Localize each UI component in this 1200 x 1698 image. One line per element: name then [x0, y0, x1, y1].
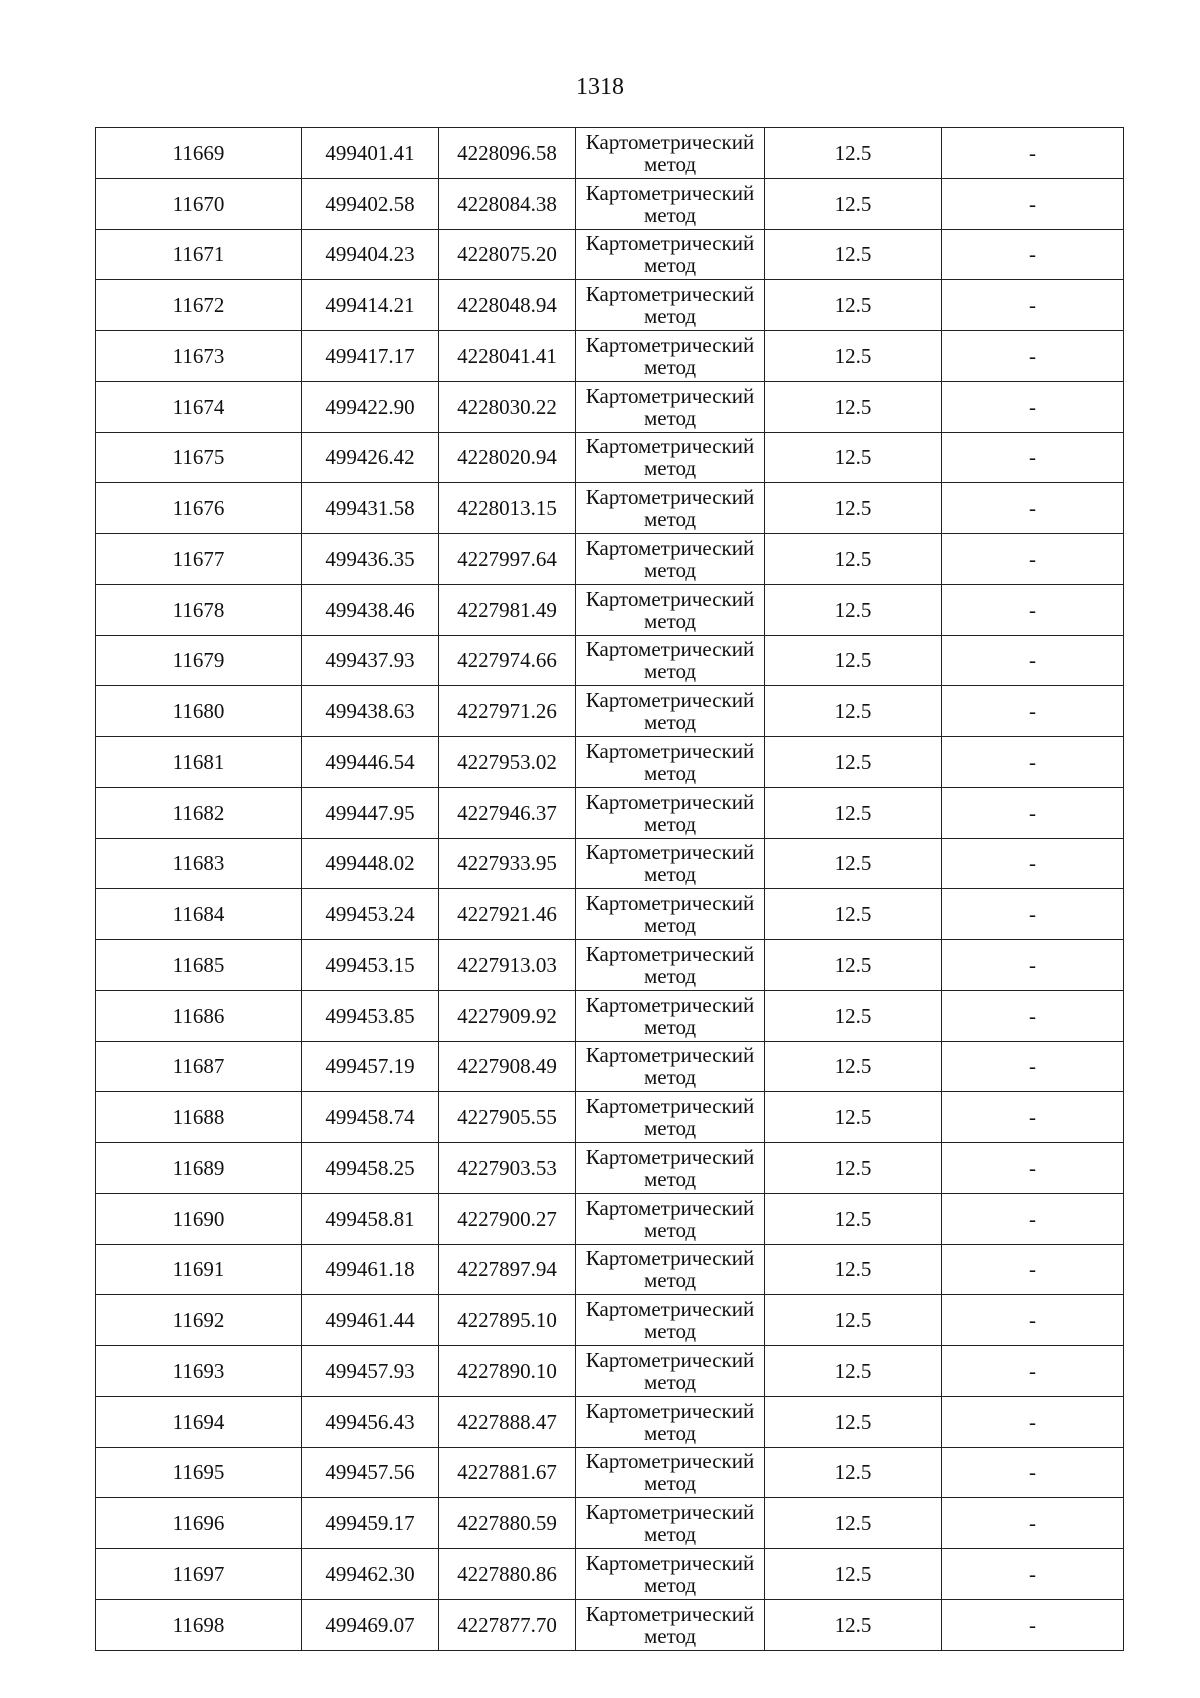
method-line-2: метод [643, 811, 697, 836]
accuracy-cell: 12.5 [765, 1041, 942, 1092]
y-coordinate-cell: 4227881.67 [439, 1447, 576, 1498]
x-coordinate-cell: 499446.54 [302, 737, 439, 788]
point-id-cell: 11684 [96, 889, 302, 940]
point-id-cell: 11678 [96, 584, 302, 635]
table-row [96, 1498, 1124, 1549]
accuracy-cell: 12.5 [765, 1447, 942, 1498]
accuracy-cell: 12.5 [765, 128, 942, 179]
note-cell: - [942, 1549, 1124, 1600]
table-row [96, 1193, 1124, 1244]
x-coordinate-cell: 499461.18 [302, 1244, 439, 1295]
page-number: 1318 [576, 74, 624, 100]
table-row [96, 940, 1124, 991]
method-line-1: Картометрический [585, 231, 755, 256]
method-line-2: метод [643, 710, 697, 735]
table-row [96, 1599, 1124, 1650]
point-id-cell: 11673 [96, 331, 302, 382]
y-coordinate-cell: 4227880.86 [439, 1549, 576, 1600]
method-cell [576, 534, 765, 585]
method-line-1: Картометрический [585, 1144, 755, 1169]
method-line-2: метод [643, 253, 697, 278]
accuracy-cell: 12.5 [765, 838, 942, 889]
table-row [96, 635, 1124, 686]
y-coordinate-cell: 4227897.94 [439, 1244, 576, 1295]
note-cell: - [942, 1143, 1124, 1194]
method-line-2: метод [643, 862, 697, 887]
table-row [96, 128, 1124, 179]
accuracy-cell: 12.5 [765, 1599, 942, 1650]
note-cell: - [942, 990, 1124, 1041]
y-coordinate-cell: 4228013.15 [439, 483, 576, 534]
method-line-2: метод [643, 456, 697, 481]
y-coordinate-cell: 4227933.95 [439, 838, 576, 889]
method-line-2: метод [643, 1065, 697, 1090]
table-row [96, 787, 1124, 838]
method-line-2: метод [643, 659, 697, 684]
method-cell [576, 686, 765, 737]
method-line-1: Картометрический [585, 1297, 755, 1322]
x-coordinate-cell: 499458.25 [302, 1143, 439, 1194]
method-line-2: метод [643, 913, 697, 938]
method-line-2: метод [643, 1623, 697, 1648]
note-cell: - [942, 838, 1124, 889]
note-cell: - [942, 686, 1124, 737]
method-cell [576, 737, 765, 788]
table-row [96, 381, 1124, 432]
point-id-cell: 11697 [96, 1549, 302, 1600]
method-cell [576, 1244, 765, 1295]
accuracy-cell: 12.5 [765, 432, 942, 483]
y-coordinate-cell: 4227890.10 [439, 1346, 576, 1397]
table-row [96, 990, 1124, 1041]
method-line-1: Картометрический [585, 383, 755, 408]
note-cell: - [942, 737, 1124, 788]
point-id-cell: 11680 [96, 686, 302, 737]
x-coordinate-cell: 499457.19 [302, 1041, 439, 1092]
accuracy-cell: 12.5 [765, 1498, 942, 1549]
table-row [96, 1549, 1124, 1600]
point-id-cell: 11686 [96, 990, 302, 1041]
point-id-cell: 11685 [96, 940, 302, 991]
note-cell: - [942, 1346, 1124, 1397]
accuracy-cell: 12.5 [765, 381, 942, 432]
accuracy-cell: 12.5 [765, 1549, 942, 1600]
x-coordinate-cell: 499461.44 [302, 1295, 439, 1346]
accuracy-cell: 12.5 [765, 280, 942, 331]
method-cell [576, 838, 765, 889]
note-cell: - [942, 584, 1124, 635]
method-line-1: Картометрический [585, 941, 755, 966]
method-line-1: Картометрический [585, 332, 755, 357]
point-id-cell: 11688 [96, 1092, 302, 1143]
y-coordinate-cell: 4228084.38 [439, 178, 576, 229]
x-coordinate-cell: 499458.81 [302, 1193, 439, 1244]
point-id-cell: 11695 [96, 1447, 302, 1498]
table-row [96, 1092, 1124, 1143]
accuracy-cell: 12.5 [765, 1193, 942, 1244]
method-line-2: метод [643, 557, 697, 582]
accuracy-cell: 12.5 [765, 1295, 942, 1346]
y-coordinate-cell: 4227913.03 [439, 940, 576, 991]
method-cell [576, 128, 765, 179]
point-id-cell: 11683 [96, 838, 302, 889]
method-cell [576, 1295, 765, 1346]
note-cell: - [942, 889, 1124, 940]
point-id-cell: 11694 [96, 1396, 302, 1447]
accuracy-cell: 12.5 [765, 1092, 942, 1143]
table-row [96, 280, 1124, 331]
table-row [96, 1396, 1124, 1447]
note-cell: - [942, 432, 1124, 483]
note-cell: - [942, 1193, 1124, 1244]
table-row [96, 229, 1124, 280]
x-coordinate-cell: 499401.41 [302, 128, 439, 179]
y-coordinate-cell: 4227880.59 [439, 1498, 576, 1549]
point-id-cell: 11681 [96, 737, 302, 788]
point-id-cell: 11692 [96, 1295, 302, 1346]
table-row [96, 737, 1124, 788]
method-cell [576, 1447, 765, 1498]
accuracy-cell: 12.5 [765, 737, 942, 788]
method-line-1: Картометрический [585, 1195, 755, 1220]
method-line-2: метод [643, 354, 697, 379]
method-line-2: метод [643, 963, 697, 988]
method-line-1: Картометрический [585, 637, 755, 662]
coordinates-table [95, 127, 1124, 1651]
method-line-1: Картометрический [585, 1398, 755, 1423]
x-coordinate-cell: 499426.42 [302, 432, 439, 483]
method-line-2: метод [643, 151, 697, 176]
table-row [96, 1295, 1124, 1346]
y-coordinate-cell: 4227903.53 [439, 1143, 576, 1194]
method-line-2: метод [643, 507, 697, 532]
note-cell: - [942, 1599, 1124, 1650]
note-cell: - [942, 1041, 1124, 1092]
method-line-1: Картометрический [585, 485, 755, 510]
method-line-2: метод [643, 202, 697, 227]
note-cell: - [942, 128, 1124, 179]
point-id-cell: 11676 [96, 483, 302, 534]
accuracy-cell: 12.5 [765, 178, 942, 229]
note-cell: - [942, 331, 1124, 382]
accuracy-cell: 12.5 [765, 635, 942, 686]
note-cell: - [942, 483, 1124, 534]
method-line-1: Картометрический [585, 282, 755, 307]
method-line-2: метод [643, 1166, 697, 1191]
table-row [96, 432, 1124, 483]
note-cell: - [942, 787, 1124, 838]
y-coordinate-cell: 4227895.10 [439, 1295, 576, 1346]
x-coordinate-cell: 499453.24 [302, 889, 439, 940]
method-line-2: метод [643, 1522, 697, 1547]
x-coordinate-cell: 499459.17 [302, 1498, 439, 1549]
point-id-cell: 11674 [96, 381, 302, 432]
method-cell [576, 483, 765, 534]
y-coordinate-cell: 4227877.70 [439, 1599, 576, 1650]
point-id-cell: 11670 [96, 178, 302, 229]
point-id-cell: 11689 [96, 1143, 302, 1194]
table-row [96, 584, 1124, 635]
accuracy-cell: 12.5 [765, 686, 942, 737]
accuracy-cell: 12.5 [765, 534, 942, 585]
y-coordinate-cell: 4227971.26 [439, 686, 576, 737]
method-line-2: метод [643, 1369, 697, 1394]
method-line-2: метод [643, 1319, 697, 1344]
note-cell: - [942, 280, 1124, 331]
accuracy-cell: 12.5 [765, 1396, 942, 1447]
accuracy-cell: 12.5 [765, 889, 942, 940]
method-line-2: метод [643, 405, 697, 430]
y-coordinate-cell: 4227888.47 [439, 1396, 576, 1447]
y-coordinate-cell: 4228075.20 [439, 229, 576, 280]
x-coordinate-cell: 499402.58 [302, 178, 439, 229]
table-row [96, 1041, 1124, 1092]
y-coordinate-cell: 4228030.22 [439, 381, 576, 432]
method-cell [576, 940, 765, 991]
table-body [96, 128, 1124, 1651]
point-id-cell: 11698 [96, 1599, 302, 1650]
y-coordinate-cell: 4227909.92 [439, 990, 576, 1041]
y-coordinate-cell: 4227974.66 [439, 635, 576, 686]
note-cell: - [942, 940, 1124, 991]
method-line-2: метод [643, 608, 697, 633]
point-id-cell: 11690 [96, 1193, 302, 1244]
point-id-cell: 11677 [96, 534, 302, 585]
x-coordinate-cell: 499437.93 [302, 635, 439, 686]
method-cell [576, 1092, 765, 1143]
y-coordinate-cell: 4228096.58 [439, 128, 576, 179]
point-id-cell: 11679 [96, 635, 302, 686]
method-line-1: Картометрический [585, 180, 755, 205]
x-coordinate-cell: 499453.15 [302, 940, 439, 991]
table-row [96, 838, 1124, 889]
method-cell [576, 889, 765, 940]
x-coordinate-cell: 499453.85 [302, 990, 439, 1041]
x-coordinate-cell: 499404.23 [302, 229, 439, 280]
point-id-cell: 11691 [96, 1244, 302, 1295]
method-cell [576, 381, 765, 432]
table-row [96, 483, 1124, 534]
table-row [96, 178, 1124, 229]
point-id-cell: 11675 [96, 432, 302, 483]
method-line-1: Картометрический [585, 1246, 755, 1271]
method-line-1: Картометрический [585, 1347, 755, 1372]
point-id-cell: 11672 [96, 280, 302, 331]
x-coordinate-cell: 499457.93 [302, 1346, 439, 1397]
table-row [96, 1143, 1124, 1194]
method-cell [576, 1143, 765, 1194]
method-line-2: метод [643, 760, 697, 785]
accuracy-cell: 12.5 [765, 1346, 942, 1397]
x-coordinate-cell: 499438.46 [302, 584, 439, 635]
method-line-2: метод [643, 1014, 697, 1039]
y-coordinate-cell: 4227900.27 [439, 1193, 576, 1244]
table-row [96, 331, 1124, 382]
y-coordinate-cell: 4228048.94 [439, 280, 576, 331]
point-id-cell: 11682 [96, 787, 302, 838]
y-coordinate-cell: 4228041.41 [439, 331, 576, 382]
note-cell: - [942, 1498, 1124, 1549]
method-line-2: метод [643, 1116, 697, 1141]
method-cell [576, 1346, 765, 1397]
method-cell [576, 1396, 765, 1447]
x-coordinate-cell: 499469.07 [302, 1599, 439, 1650]
method-cell [576, 1599, 765, 1650]
x-coordinate-cell: 499438.63 [302, 686, 439, 737]
method-cell [576, 229, 765, 280]
method-cell [576, 1498, 765, 1549]
method-line-1: Картометрический [585, 992, 755, 1017]
x-coordinate-cell: 499462.30 [302, 1549, 439, 1600]
point-id-cell: 11669 [96, 128, 302, 179]
method-line-2: метод [643, 1268, 697, 1293]
x-coordinate-cell: 499422.90 [302, 381, 439, 432]
y-coordinate-cell: 4227908.49 [439, 1041, 576, 1092]
x-coordinate-cell: 499458.74 [302, 1092, 439, 1143]
y-coordinate-cell: 4227921.46 [439, 889, 576, 940]
method-cell [576, 635, 765, 686]
method-line-1: Картометрический [585, 1094, 755, 1119]
method-cell [576, 584, 765, 635]
accuracy-cell: 12.5 [765, 990, 942, 1041]
method-cell [576, 280, 765, 331]
x-coordinate-cell: 499447.95 [302, 787, 439, 838]
method-line-1: Картометрический [585, 789, 755, 814]
accuracy-cell: 12.5 [765, 1244, 942, 1295]
accuracy-cell: 12.5 [765, 1143, 942, 1194]
method-line-1: Картометрический [585, 1449, 755, 1474]
method-line-1: Картометрический [585, 535, 755, 560]
accuracy-cell: 12.5 [765, 940, 942, 991]
method-cell [576, 432, 765, 483]
method-cell [576, 178, 765, 229]
note-cell: - [942, 1447, 1124, 1498]
method-line-1: Картометрический [585, 1550, 755, 1575]
y-coordinate-cell: 4227997.64 [439, 534, 576, 585]
method-cell [576, 787, 765, 838]
point-id-cell: 11696 [96, 1498, 302, 1549]
method-cell [576, 1041, 765, 1092]
method-line-1: Картометрический [585, 1043, 755, 1068]
table-row [96, 686, 1124, 737]
note-cell: - [942, 1244, 1124, 1295]
method-line-1: Картометрический [585, 129, 755, 154]
method-line-1: Картометрический [585, 1601, 755, 1626]
table-row [96, 1346, 1124, 1397]
method-line-1: Картометрический [585, 891, 755, 916]
method-cell [576, 331, 765, 382]
y-coordinate-cell: 4227946.37 [439, 787, 576, 838]
note-cell: - [942, 1396, 1124, 1447]
method-line-2: метод [643, 304, 697, 329]
method-cell [576, 1193, 765, 1244]
method-line-1: Картометрический [585, 434, 755, 459]
method-line-2: метод [643, 1471, 697, 1496]
method-line-1: Картометрический [585, 840, 755, 865]
accuracy-cell: 12.5 [765, 331, 942, 382]
y-coordinate-cell: 4227981.49 [439, 584, 576, 635]
y-coordinate-cell: 4227905.55 [439, 1092, 576, 1143]
note-cell: - [942, 1092, 1124, 1143]
x-coordinate-cell: 499431.58 [302, 483, 439, 534]
point-id-cell: 11693 [96, 1346, 302, 1397]
table-row [96, 1244, 1124, 1295]
table-row [96, 534, 1124, 585]
y-coordinate-cell: 4228020.94 [439, 432, 576, 483]
x-coordinate-cell: 499417.17 [302, 331, 439, 382]
x-coordinate-cell: 499414.21 [302, 280, 439, 331]
x-coordinate-cell: 499457.56 [302, 1447, 439, 1498]
method-line-1: Картометрический [585, 1500, 755, 1525]
note-cell: - [942, 635, 1124, 686]
note-cell: - [942, 534, 1124, 585]
method-line-1: Картометрический [585, 586, 755, 611]
note-cell: - [942, 1295, 1124, 1346]
accuracy-cell: 12.5 [765, 483, 942, 534]
method-line-1: Картометрический [585, 688, 755, 713]
method-cell [576, 1549, 765, 1600]
point-id-cell: 11687 [96, 1041, 302, 1092]
method-line-1: Картометрический [585, 738, 755, 763]
method-line-2: метод [643, 1217, 697, 1242]
accuracy-cell: 12.5 [765, 787, 942, 838]
method-line-2: метод [643, 1572, 697, 1597]
x-coordinate-cell: 499436.35 [302, 534, 439, 585]
method-cell [576, 990, 765, 1041]
note-cell: - [942, 178, 1124, 229]
accuracy-cell: 12.5 [765, 229, 942, 280]
note-cell: - [942, 229, 1124, 280]
table-row [96, 1447, 1124, 1498]
note-cell: - [942, 381, 1124, 432]
method-line-2: метод [643, 1420, 697, 1445]
y-coordinate-cell: 4227953.02 [439, 737, 576, 788]
table-row [96, 889, 1124, 940]
accuracy-cell: 12.5 [765, 584, 942, 635]
x-coordinate-cell: 499448.02 [302, 838, 439, 889]
x-coordinate-cell: 499456.43 [302, 1396, 439, 1447]
point-id-cell: 11671 [96, 229, 302, 280]
